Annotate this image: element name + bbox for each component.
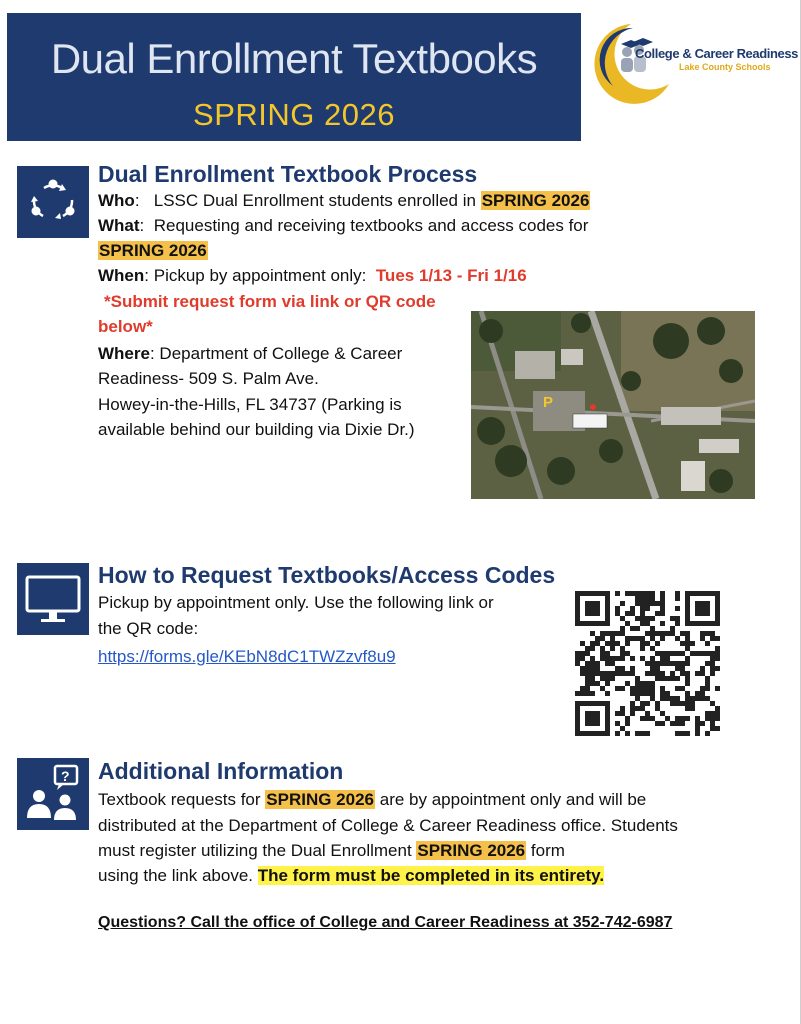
additional-line-1: [98, 788, 646, 812]
when-dates: Tues 1/13 - Fri 1/16: [375, 266, 527, 285]
when-text: Pickup by appointment only:: [153, 266, 367, 285]
form-completion-note: The form must be completed in its entirety.: [257, 866, 605, 885]
what-label: What: [98, 216, 140, 235]
additional-text-3a: must register utilizing the Dual Enrollment: [98, 841, 412, 860]
who-line: Who: LSSC Dual Enrollment students enrolled in SPRING 2026: [98, 191, 590, 210]
request-text-2: the QR code:: [98, 619, 199, 638]
additional-line-2: distributed at the Department of College & Career Readiness office. Students: [98, 816, 678, 835]
who-text: LSSC Dual Enrollment students enrolled in: [153, 191, 476, 210]
section-title-process: Dual Enrollment Textbook Process: [98, 161, 478, 187]
page-subtitle: SPRING 2026: [193, 97, 395, 132]
additional-line-4: [98, 864, 604, 888]
who-term: SPRING 2026: [481, 191, 590, 210]
what-term-line: [98, 239, 208, 263]
additional-text-3b: form: [530, 841, 565, 860]
logo-org: Lake County Schools: [679, 62, 771, 72]
additional-term-3: SPRING 2026: [417, 841, 526, 860]
logo-name: College & Career Readiness: [635, 46, 799, 61]
section-title-additional: Additional Information: [98, 758, 344, 784]
header-banner: [7, 13, 581, 141]
submit-note-1: *Submit request form via link or QR code: [104, 292, 436, 311]
where-text-1: Department of College & Career: [159, 344, 403, 363]
question-people-icon: [17, 758, 89, 830]
contact-question: Questions? Call the office of College and Career Readiness at 352-742-6987: [98, 914, 673, 931]
what-term: SPRING 2026: [99, 241, 207, 260]
when-line: When: Pickup by appointment only: Tues 1/13 - Fri 1/16: [98, 266, 527, 285]
request-text-1: Pickup by appointment only. Use the following link or: [98, 593, 494, 612]
where-text-2: Readiness- 509 S. Palm Ave.: [98, 369, 319, 388]
additional-text-1a: Textbook requests for: [98, 790, 261, 809]
location-map-image: [471, 311, 755, 499]
monitor-icon: [17, 563, 89, 635]
parking-marker: P: [543, 394, 554, 411]
additional-term-1: SPRING 2026: [266, 790, 374, 809]
svg-text:?: ?: [61, 768, 70, 784]
who-label: Who: [98, 191, 135, 210]
where-label: Where: [98, 344, 150, 363]
when-label: When: [98, 266, 145, 285]
college-career-readiness-logo: [591, 14, 799, 104]
additional-line-3: [98, 839, 565, 863]
process-cycle-icon: [17, 166, 89, 238]
what-text: Requesting and receiving textbooks and access codes for: [153, 216, 589, 235]
what-line: What: Requesting and receiving textbooks and access codes for: [98, 216, 589, 235]
additional-text-4a: using the link above.: [98, 866, 253, 885]
where-line: Where: Department of College & Career: [98, 344, 403, 363]
where-text-4: available behind our building via Dixie Dr.): [98, 420, 415, 439]
additional-text-1b: are by appointment only and will be: [379, 790, 647, 809]
qr-code-image[interactable]: [575, 591, 720, 736]
page-title: Dual Enrollment Textbooks: [50, 35, 538, 82]
request-form-link[interactable]: https://forms.gle/KEbN8dC1TWZzvf8u9: [98, 647, 396, 666]
section-title-request: How to Request Textbooks/Access Codes: [98, 562, 556, 588]
where-text-3: Howey-in-the-Hills, FL 34737 (Parking is: [98, 395, 402, 414]
submit-note-2: below*: [98, 317, 153, 336]
